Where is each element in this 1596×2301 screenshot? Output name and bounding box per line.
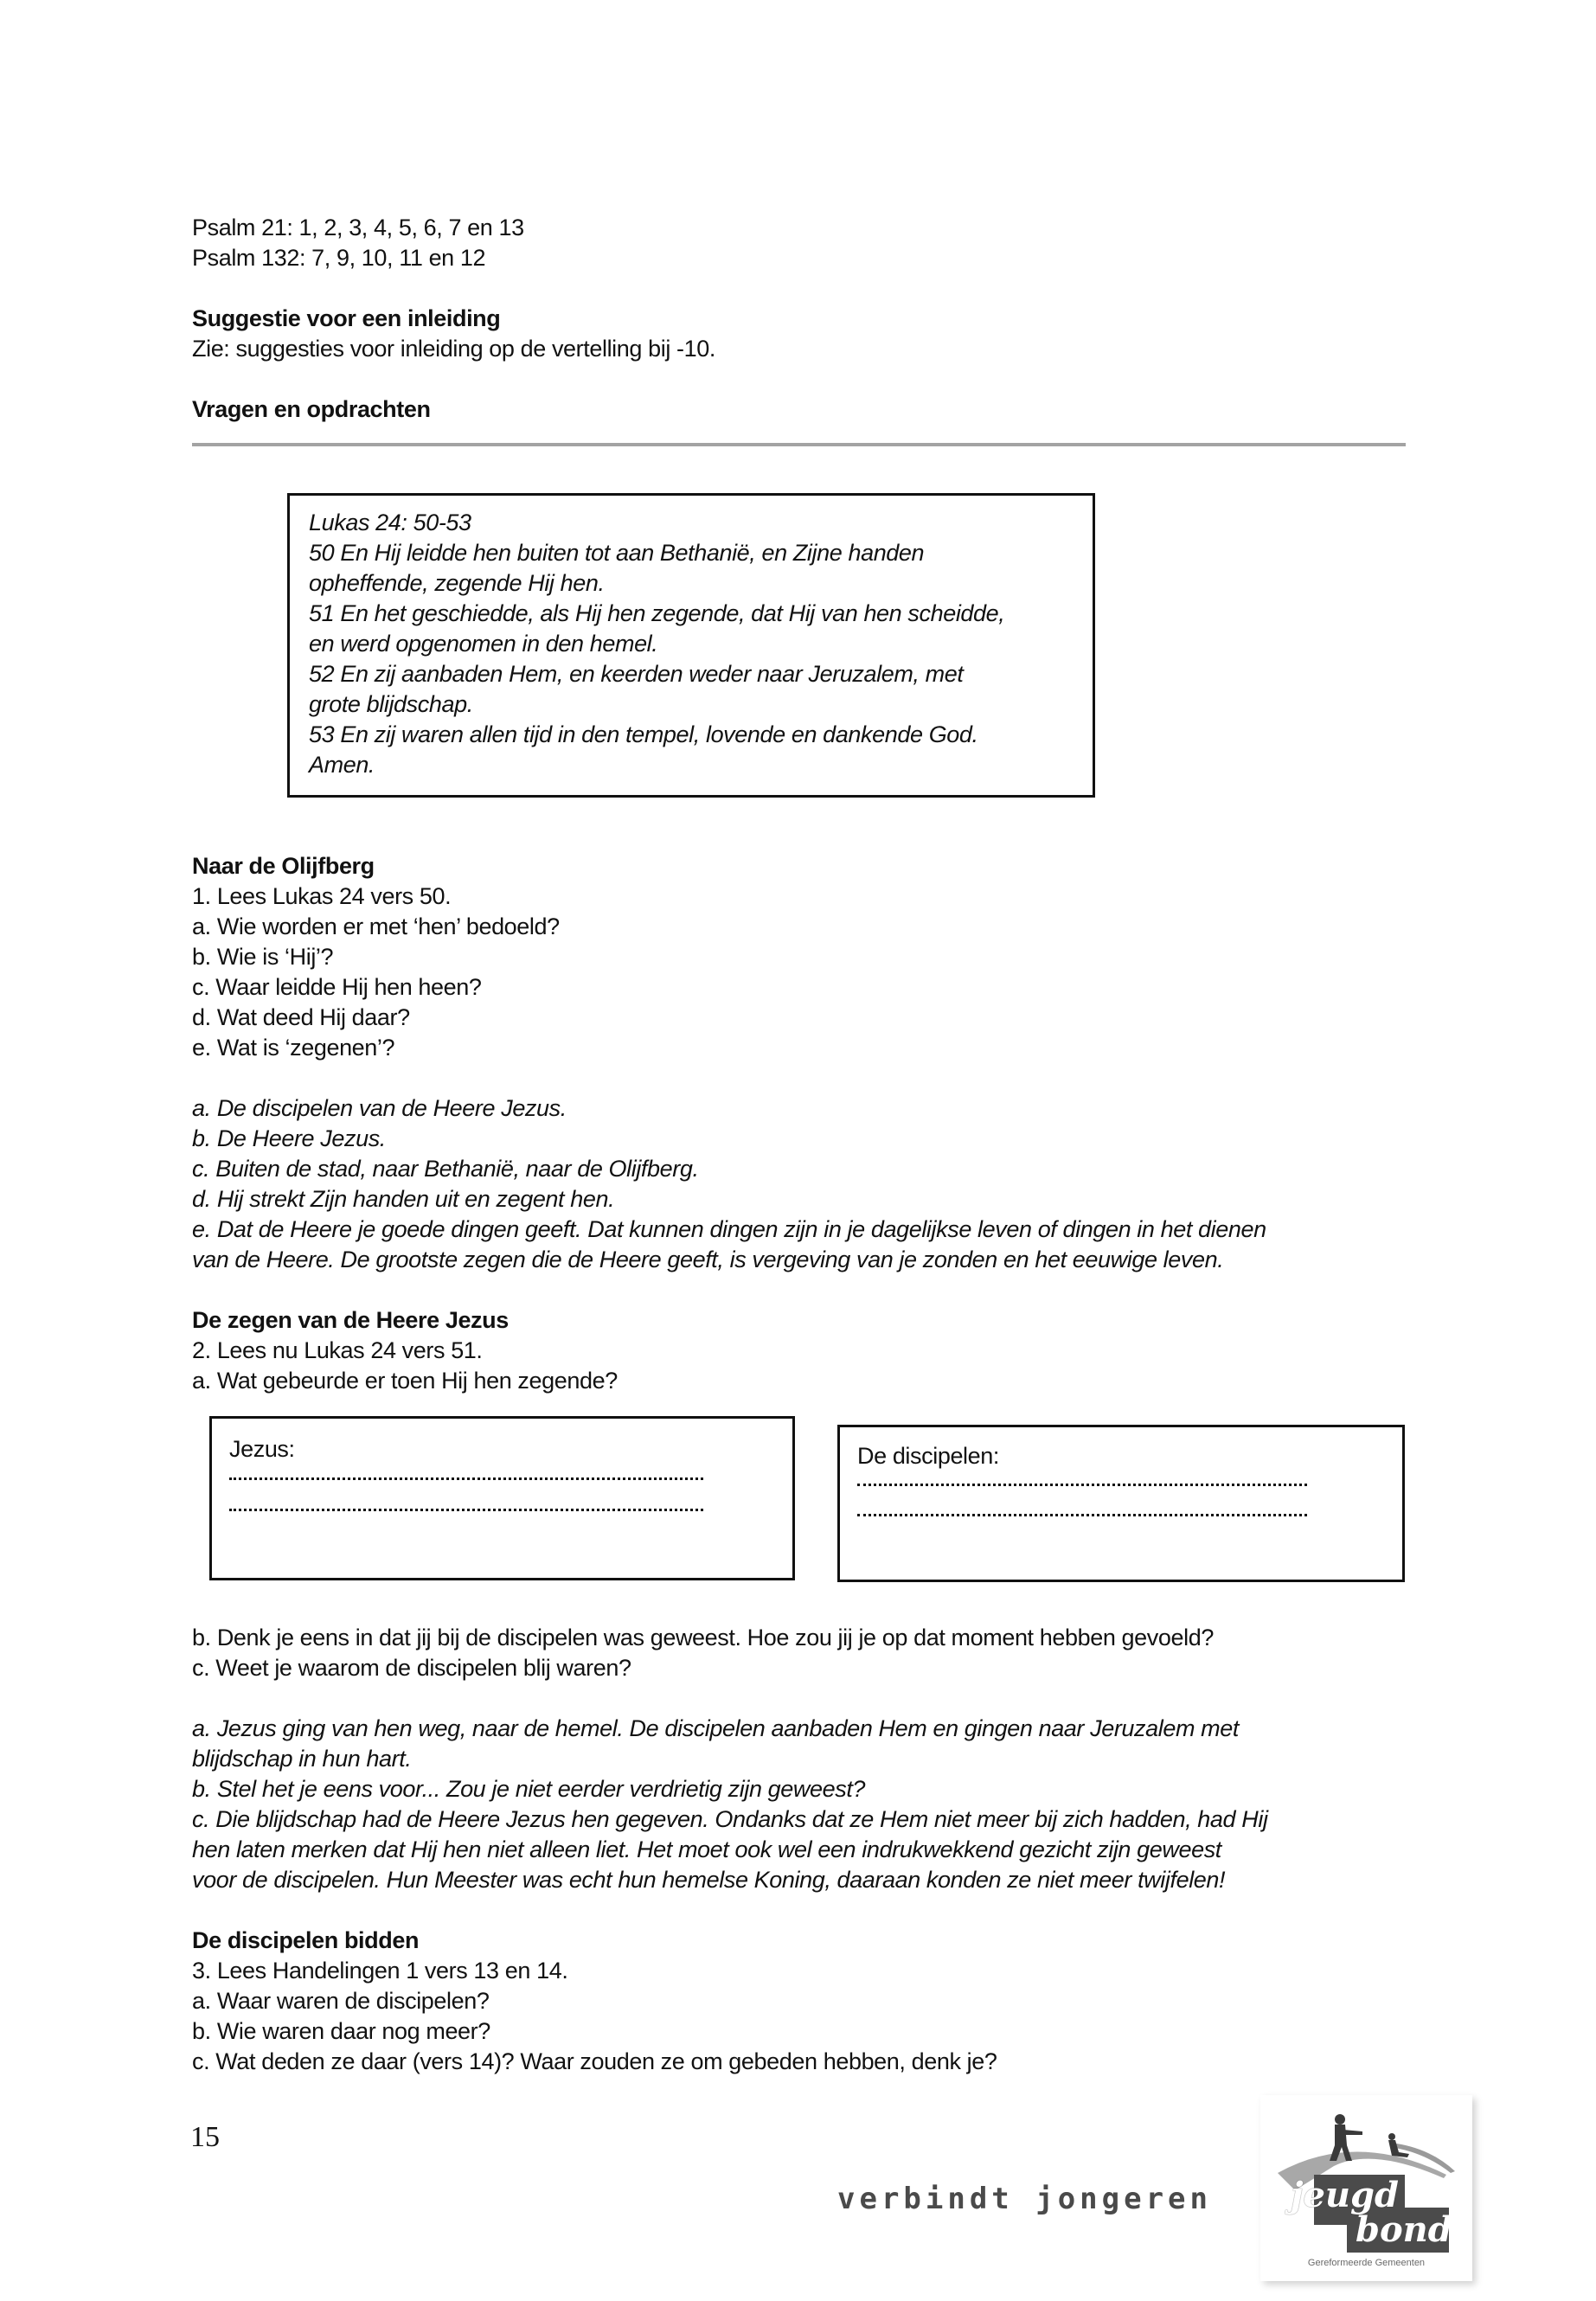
verse-ref: Lukas 24: 50-53 xyxy=(309,510,471,535)
questions-heading: Vragen en opdrachten xyxy=(192,396,431,422)
question-line: b. Wie is ‘Hij’? xyxy=(192,944,334,970)
answer-line: van de Heere. De grootste zegen die de Heere geeft, is vergeving van je zonden en het eeuwige leven. xyxy=(192,1247,1224,1272)
section1-heading: Naar de Olijfberg xyxy=(192,853,375,879)
intro-text: Zie: suggesties voor inleiding op de vertelling bij -10. xyxy=(192,336,715,362)
page-number: 15 xyxy=(190,2121,220,2153)
verse-box xyxy=(287,493,1095,798)
answer-line: c. Die blijdschap had de Heere Jezus hen gegeven. Ondanks dat ze Hem niet meer bij zich hadden, had Hij xyxy=(192,1806,1268,1832)
question-line: b. Denk je eens in dat jij bij de discipelen was geweest. Hoe zou jij je op dat moment hebben gevoeld? xyxy=(192,1625,1214,1650)
section2-questions xyxy=(192,1336,618,1396)
question-line: c. Weet je waarom de discipelen blij waren? xyxy=(192,1655,631,1681)
question-line: b. Wie waren daar nog meer? xyxy=(192,2018,490,2044)
question-line: a. Waar waren de discipelen? xyxy=(192,1988,490,2014)
verse-line: 50 En Hij leidde hen buiten tot aan Bethanië, en Zijne handen xyxy=(309,540,925,566)
logo-word-bond: bond xyxy=(1356,2209,1452,2250)
answer-line: a. Jezus ging van hen weg, naar de hemel. De discipelen aanbaden Hem en gingen naar Jeruzalem met xyxy=(192,1715,1239,1741)
answer-line-dotted[interactable] xyxy=(857,1514,1307,1516)
section2-heading: De zegen van de Heere Jezus xyxy=(192,1307,509,1333)
section3-heading: De discipelen bidden xyxy=(192,1927,420,1953)
jeugdbond-logo xyxy=(1260,2095,1472,2281)
verse-line: opheffende, zegende Hij hen. xyxy=(309,570,605,596)
answer-line: d. Hij strekt Zijn handen uit en zegent hen. xyxy=(192,1186,615,1212)
question-line: c. Waar leidde Hij hen heen? xyxy=(192,974,482,1000)
answer-line-dotted[interactable] xyxy=(857,1484,1307,1486)
verse-line: 53 En zij waren allen tijd in den tempel, lovende en dankende God. xyxy=(309,721,978,747)
answer-line-dotted[interactable] xyxy=(229,1477,703,1480)
question-line: 1. Lees Lukas 24 vers 50. xyxy=(192,883,452,909)
question-line: a. Wie worden er met ‘hen’ bedoeld? xyxy=(192,913,560,939)
section2-questions-after xyxy=(192,1623,1214,1683)
verse-box-text xyxy=(309,508,1004,780)
jezus-answer-box[interactable] xyxy=(209,1416,795,1580)
tagline: verbindt jongeren xyxy=(837,2182,1212,2216)
discipelen-label: De discipelen: xyxy=(857,1443,999,1469)
answer-line: b. Stel het je eens voor... Zou je niet eerder verdrietig zijn geweest? xyxy=(192,1776,866,1802)
question-line: 2. Lees nu Lukas 24 vers 51. xyxy=(192,1337,483,1363)
verse-line: Amen. xyxy=(309,752,375,778)
answer-line: b. De Heere Jezus. xyxy=(192,1125,386,1151)
question-line: d. Wat deed Hij daar? xyxy=(192,1004,410,1030)
answer-line: blijdschap in hun hart. xyxy=(192,1746,412,1772)
verse-line: grote blijdschap. xyxy=(309,691,473,717)
answer-line: a. De discipelen van de Heere Jezus. xyxy=(192,1095,567,1121)
question-line: 3. Lees Handelingen 1 vers 13 en 14. xyxy=(192,1958,568,1984)
section1-answers xyxy=(192,1093,1266,1275)
answer-line: voor de discipelen. Hun Meester was echt hun hemelse Koning, daaraan konden ze niet meer twijfelen! xyxy=(192,1867,1226,1893)
jezus-label: Jezus: xyxy=(229,1436,295,1462)
section-divider xyxy=(192,443,1406,446)
answer-line: hen laten merken dat Hij hen niet alleen liet. Het moet ook wel een indrukwekkend gezicht zijn geweest xyxy=(192,1836,1221,1862)
logo-word-jeugd: jeugd xyxy=(1291,2175,1399,2215)
answer-line-dotted[interactable] xyxy=(229,1509,703,1511)
logo-subtitle: Gereformeerde Gemeenten xyxy=(1307,2258,1426,2268)
verse-line: en werd opgenomen in den hemel. xyxy=(309,631,658,657)
section1-questions xyxy=(192,881,560,1063)
answer-line: c. Buiten de stad, naar Bethanië, naar de Olijfberg. xyxy=(192,1156,699,1182)
answer-line: e. Dat de Heere je goede dingen geeft. Dat kunnen dingen zijn in je dagelijkse leven of dingen in het dienen xyxy=(192,1216,1266,1242)
discipelen-answer-box[interactable] xyxy=(837,1425,1405,1582)
question-line: e. Wat is ‘zegenen’? xyxy=(192,1035,395,1061)
psalm-line-1: Psalm 21: 1, 2, 3, 4, 5, 6, 7 en 13 xyxy=(192,215,524,240)
verse-line: 51 En het geschiedde, als Hij hen zegende, dat Hij van hen scheidde, xyxy=(309,600,1005,626)
intro-heading: Suggestie voor een inleiding xyxy=(192,305,501,331)
question-line: c. Wat deden ze daar (vers 14)? Waar zouden ze om gebeden hebben, denk je? xyxy=(192,2048,997,2074)
question-line: a. Wat gebeurde er toen Hij hen zegende? xyxy=(192,1368,618,1394)
psalm-line-2: Psalm 132: 7, 9, 10, 11 en 12 xyxy=(192,245,486,271)
section2-answers xyxy=(192,1714,1268,1895)
verse-line: 52 En zij aanbaden Hem, en keerden weder naar Jeruzalem, met xyxy=(309,661,964,687)
section3-questions xyxy=(192,1956,997,2077)
